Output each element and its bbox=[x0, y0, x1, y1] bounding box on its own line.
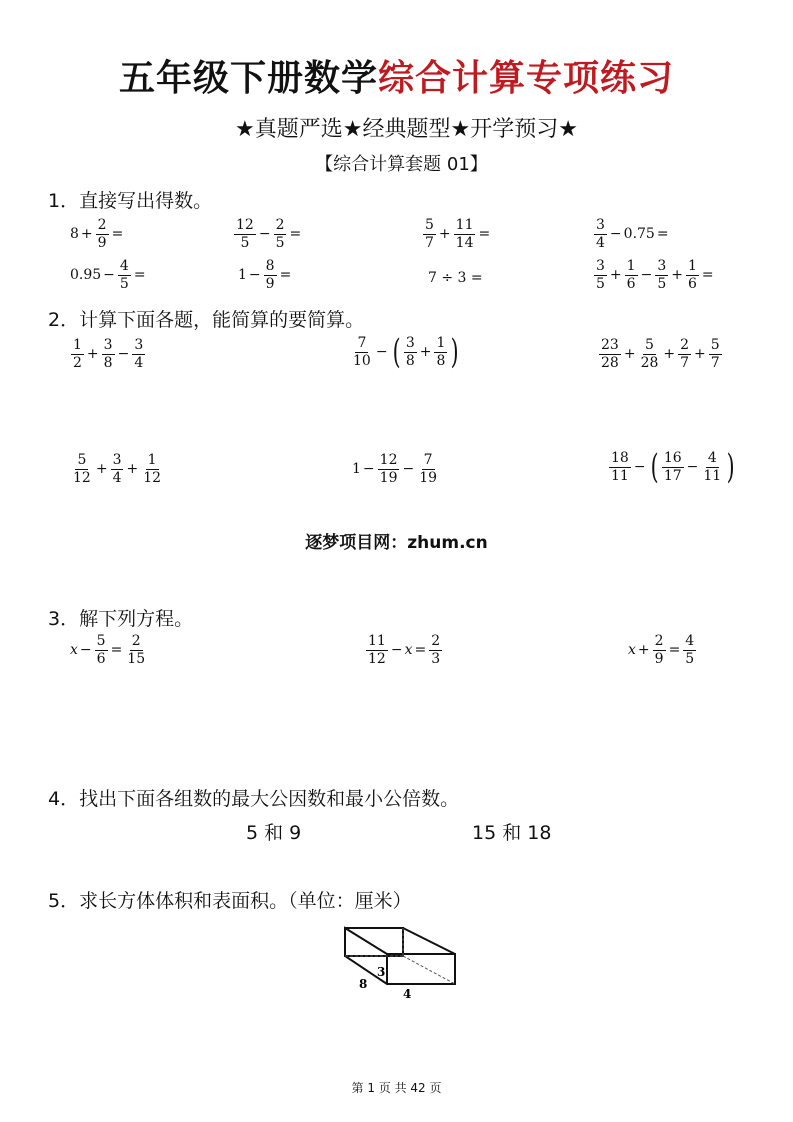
fraction bbox=[594, 218, 607, 250]
equals: = bbox=[133, 267, 146, 284]
height-label: 3 bbox=[377, 965, 386, 979]
denominator: 8 bbox=[103, 354, 113, 371]
fraction bbox=[96, 218, 109, 250]
numerator: 2 bbox=[654, 633, 664, 649]
q1-heading: 1．直接写出得数。 bbox=[48, 190, 213, 212]
right-paren: ) bbox=[726, 447, 735, 487]
numerator: 1 bbox=[147, 452, 157, 468]
fraction bbox=[366, 634, 388, 666]
website-label: 逐梦项目网：zhum.cn bbox=[305, 533, 488, 553]
operator: + bbox=[80, 226, 93, 243]
fraction bbox=[655, 259, 668, 291]
denominator: 6 bbox=[626, 275, 636, 292]
operator: + bbox=[86, 346, 99, 363]
left-paren: ( bbox=[392, 332, 401, 372]
equals: = bbox=[110, 642, 123, 659]
fraction bbox=[264, 259, 277, 291]
fraction bbox=[125, 634, 147, 666]
term: 1 bbox=[238, 267, 247, 284]
numerator: 5 bbox=[77, 452, 87, 468]
operator: − bbox=[402, 461, 415, 478]
q4-pair-1: 5 和 9 bbox=[246, 822, 302, 844]
denominator: 5 bbox=[657, 275, 667, 292]
q1-item-2 bbox=[233, 218, 303, 250]
numerator: 23 bbox=[601, 337, 619, 353]
numerator: 5 bbox=[96, 633, 106, 649]
numerator: 11 bbox=[368, 633, 386, 649]
variable: x bbox=[404, 642, 413, 659]
q3-equation-1 bbox=[70, 634, 148, 666]
fraction bbox=[683, 634, 696, 666]
numerator: 1 bbox=[436, 334, 446, 351]
denominator: 15 bbox=[127, 650, 146, 667]
page-number: 第 1 页 共 42 页 bbox=[351, 1081, 442, 1095]
denominator: 9 bbox=[97, 234, 107, 251]
denominator: 19 bbox=[379, 469, 398, 486]
denominator: 9 bbox=[654, 650, 664, 667]
fraction bbox=[118, 259, 131, 291]
right-paren: ) bbox=[451, 332, 460, 372]
denominator: 5 bbox=[275, 234, 285, 251]
q3-equation-3 bbox=[628, 634, 697, 666]
subtitle: ★真题严选★经典题型★开学预习★ bbox=[235, 117, 578, 142]
fraction bbox=[71, 453, 93, 485]
denominator: 12 bbox=[143, 469, 162, 486]
operator: − bbox=[117, 346, 130, 363]
equals: = bbox=[279, 267, 292, 284]
operator: + bbox=[623, 346, 636, 363]
operator: + bbox=[671, 267, 683, 284]
fraction bbox=[701, 451, 723, 483]
title-red: 综合计算专项练习 bbox=[378, 58, 675, 99]
operator: + bbox=[637, 642, 650, 659]
fraction bbox=[102, 338, 115, 370]
operator: − bbox=[248, 267, 261, 284]
length-label: 8 bbox=[359, 977, 368, 991]
operator: − bbox=[633, 459, 646, 475]
fraction bbox=[609, 451, 631, 483]
operator: − bbox=[640, 267, 653, 284]
denominator: 28 bbox=[640, 354, 659, 371]
operator: + bbox=[663, 346, 676, 363]
fraction bbox=[404, 336, 417, 368]
term: 1 bbox=[352, 461, 361, 478]
denominator: 3 bbox=[431, 650, 441, 667]
numerator: 5 bbox=[645, 337, 654, 353]
denominator: 7 bbox=[425, 234, 434, 251]
numerator: 1 bbox=[687, 258, 697, 274]
fraction bbox=[639, 338, 661, 370]
q1-item-1 bbox=[70, 218, 125, 250]
numerator: 2 bbox=[275, 217, 285, 233]
fraction bbox=[594, 259, 607, 291]
numerator: 7 bbox=[423, 452, 433, 468]
operator: − bbox=[258, 226, 271, 243]
numerator: 18 bbox=[611, 449, 629, 466]
fraction bbox=[234, 218, 256, 250]
q1-item-6 bbox=[238, 259, 293, 291]
denominator: 14 bbox=[455, 234, 474, 251]
numerator: 11 bbox=[455, 217, 474, 233]
cuboid-figure bbox=[335, 922, 465, 1002]
denominator: 5 bbox=[685, 650, 695, 667]
denominator: 5 bbox=[596, 275, 605, 292]
numerator: 1 bbox=[626, 258, 636, 274]
q2-expr-6 bbox=[608, 447, 737, 487]
operator: + bbox=[609, 267, 622, 284]
denominator: 7 bbox=[710, 354, 720, 371]
fraction bbox=[678, 338, 691, 370]
fraction bbox=[625, 259, 638, 291]
fraction bbox=[141, 453, 163, 485]
q2-expr-1 bbox=[70, 338, 146, 370]
numerator: 4 bbox=[119, 258, 129, 274]
denominator: 12 bbox=[368, 650, 386, 667]
cuboid-top-edge bbox=[403, 928, 455, 954]
denominator: 2 bbox=[73, 354, 82, 371]
denominator: 6 bbox=[96, 650, 106, 667]
denominator: 5 bbox=[240, 234, 250, 251]
q2-expr-5 bbox=[352, 453, 440, 485]
title-black: 五年级下册数学 bbox=[118, 58, 378, 99]
numerator: 2 bbox=[131, 633, 141, 649]
operator: − bbox=[609, 226, 622, 243]
numerator: 2 bbox=[431, 633, 441, 649]
fraction bbox=[662, 451, 684, 483]
denominator: 9 bbox=[265, 275, 275, 292]
fraction bbox=[454, 218, 476, 250]
expression: 7 ÷ 3 = bbox=[428, 270, 483, 286]
equals: = bbox=[668, 642, 681, 659]
fraction bbox=[423, 218, 436, 250]
operator: + bbox=[95, 461, 108, 478]
numerator: 4 bbox=[685, 633, 695, 649]
denominator: 6 bbox=[687, 275, 697, 292]
denominator: 8 bbox=[436, 352, 446, 369]
denominator: 8 bbox=[405, 352, 415, 369]
fraction bbox=[351, 336, 373, 368]
q2-expr-2 bbox=[350, 332, 462, 372]
q2-heading: 2．计算下面各题，能简算的要简算。 bbox=[48, 309, 365, 331]
q4-pair-2: 15 和 18 bbox=[472, 822, 552, 844]
denominator: 11 bbox=[703, 467, 722, 484]
q1-item-7 bbox=[428, 270, 483, 286]
operator: − bbox=[362, 461, 375, 478]
numerator: 3 bbox=[596, 217, 605, 233]
variable: x bbox=[628, 642, 636, 659]
fraction bbox=[686, 259, 699, 291]
equals: = bbox=[414, 642, 427, 659]
numerator: 5 bbox=[425, 217, 434, 233]
numerator: 7 bbox=[357, 334, 367, 351]
fraction bbox=[417, 453, 439, 485]
fraction bbox=[111, 453, 124, 485]
fraction bbox=[709, 338, 722, 370]
term: 0.95 bbox=[70, 267, 102, 284]
left-paren: ( bbox=[650, 447, 659, 487]
numerator: 12 bbox=[379, 452, 398, 468]
equals: = bbox=[656, 226, 669, 243]
fraction bbox=[274, 218, 287, 250]
numerator: 3 bbox=[103, 337, 113, 353]
denominator: 5 bbox=[119, 275, 129, 292]
numerator: 2 bbox=[97, 217, 107, 233]
q1-item-3 bbox=[422, 218, 492, 250]
numerator: 3 bbox=[657, 258, 667, 274]
denominator: 4 bbox=[112, 469, 122, 486]
denominator: 7 bbox=[680, 354, 690, 371]
operator: − bbox=[390, 642, 403, 659]
operator: + bbox=[694, 346, 706, 363]
fraction bbox=[95, 634, 108, 666]
operator: − bbox=[686, 459, 699, 475]
term: 8 bbox=[70, 226, 79, 243]
fraction bbox=[434, 336, 447, 368]
operator: + bbox=[126, 461, 139, 478]
q2-expr-3 bbox=[598, 338, 723, 370]
numerator: 1 bbox=[73, 337, 82, 353]
cuboid-hidden-edge bbox=[403, 956, 455, 984]
equals: = bbox=[701, 267, 714, 284]
set-label: 【综合计算套题 01】 bbox=[315, 154, 488, 175]
q5-heading: 5．求长方体体积和表面积。（单位：厘米） bbox=[48, 890, 412, 912]
q3-equation-2 bbox=[365, 634, 443, 666]
numerator: 3 bbox=[596, 258, 605, 274]
operator: − bbox=[79, 642, 92, 659]
q2-expr-4 bbox=[70, 453, 164, 485]
numerator: 5 bbox=[710, 337, 720, 353]
numerator: 3 bbox=[405, 334, 415, 351]
denominator: 11 bbox=[611, 467, 629, 484]
denominator: 4 bbox=[596, 234, 605, 251]
cuboid-back-face bbox=[345, 928, 403, 956]
fraction bbox=[132, 338, 145, 370]
denominator: 17 bbox=[663, 467, 682, 484]
term: 0.75 bbox=[623, 226, 655, 243]
denominator: 12 bbox=[73, 469, 91, 486]
variable: x bbox=[70, 642, 78, 659]
operator: − bbox=[103, 267, 115, 284]
numerator: 4 bbox=[707, 449, 717, 466]
page-title bbox=[0, 50, 793, 101]
equals: = bbox=[111, 226, 124, 243]
operator: − bbox=[375, 344, 388, 360]
fraction bbox=[71, 338, 84, 370]
q1-item-5 bbox=[70, 259, 148, 291]
fraction bbox=[599, 338, 621, 370]
denominator: 10 bbox=[353, 352, 371, 369]
equals: = bbox=[478, 226, 491, 243]
q3-heading: 3．解下列方程。 bbox=[48, 608, 194, 630]
numerator: 8 bbox=[265, 258, 275, 274]
numerator: 16 bbox=[663, 449, 682, 466]
fraction bbox=[429, 634, 442, 666]
q1-item-8 bbox=[593, 259, 716, 291]
q1-item-4 bbox=[593, 218, 671, 250]
fraction bbox=[653, 634, 666, 666]
numerator: 2 bbox=[680, 337, 690, 353]
numerator: 12 bbox=[236, 217, 254, 233]
operator: + bbox=[438, 226, 451, 243]
q4-heading: 4．找出下面各组数的最大公因数和最小公倍数。 bbox=[48, 788, 460, 810]
denominator: 28 bbox=[601, 354, 619, 371]
equals: = bbox=[289, 226, 302, 243]
numerator: 3 bbox=[134, 337, 144, 353]
width-label: 4 bbox=[403, 987, 412, 1001]
fraction bbox=[378, 453, 400, 485]
denominator: 19 bbox=[419, 469, 438, 486]
denominator: 4 bbox=[134, 354, 144, 371]
operator: + bbox=[419, 344, 432, 360]
numerator: 3 bbox=[112, 452, 122, 468]
